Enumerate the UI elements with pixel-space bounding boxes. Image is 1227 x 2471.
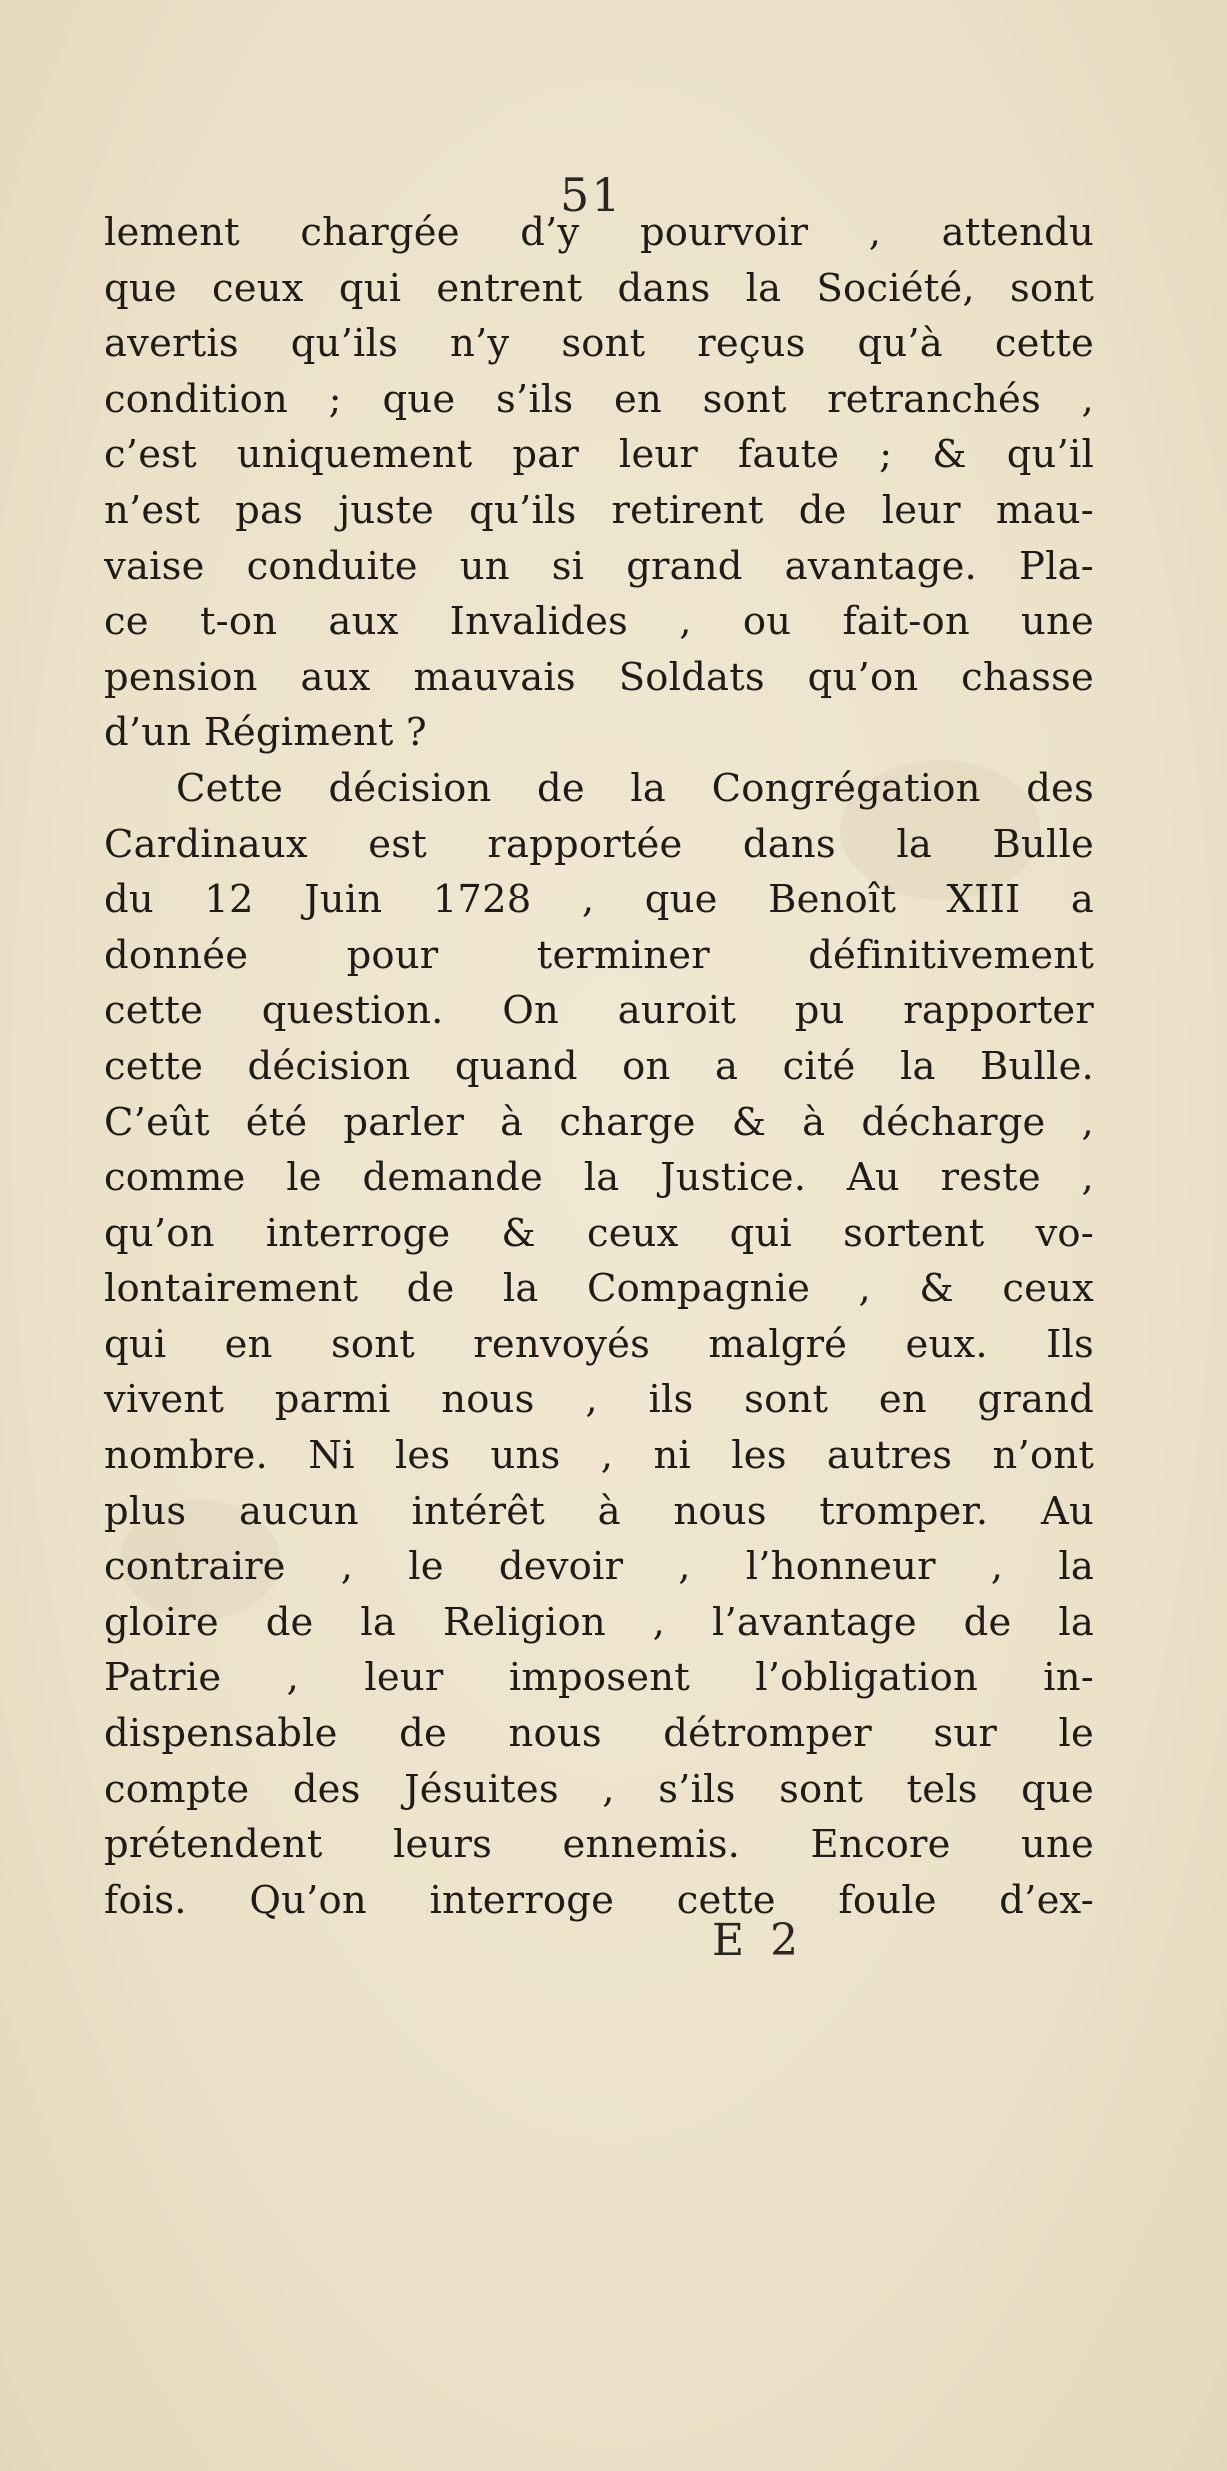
text-line: lement chargée d’y pourvoir , attendu	[104, 210, 1094, 255]
text-line: avertis qu’ils n’y sont reçus qu’à cette	[104, 321, 1094, 367]
text-line: compte des Jésuites , s’ils sont tels que	[104, 1766, 1094, 1812]
text-line: cette décision quand on a cité la Bulle.	[104, 1043, 1094, 1089]
text-line: gloire de la Religion , l’avantage de la	[104, 1599, 1094, 1645]
text-line: contraire , le devoir , l’honneur , la	[104, 1544, 1094, 1590]
body-text	[104, 205, 1094, 1928]
text-line: du 12 Juin 1728 , que Benoît XIII a	[104, 877, 1094, 923]
paragraph-start-line: Cette décision de la Congrégation des	[176, 765, 1094, 811]
text-line: nombre. Ni les uns , ni les autres n’ont	[104, 1433, 1094, 1479]
text-line: prétendent leurs ennemis. Encore une	[104, 1822, 1094, 1868]
text-line: condition ; que s’ils en sont retranchés ,	[104, 376, 1094, 422]
text-line: Patrie , leur imposent l’obligation in-	[104, 1655, 1094, 1701]
text-line: n’est pas juste qu’ils retirent de leur mau-	[104, 487, 1094, 533]
text-line: pension aux mauvais Soldats qu’on chasse	[104, 654, 1094, 700]
text-line: c’est uniquement par leur faute ; & qu’il	[104, 432, 1094, 478]
text-line: comme le demande la Justice. Au reste ,	[104, 1155, 1094, 1201]
text-line: cette question. On auroit pu rapporter	[104, 988, 1094, 1034]
text-line: fois. Qu’on interroge cette foule d’ex-	[104, 1877, 1094, 1923]
page-number: 51	[560, 168, 623, 222]
text-line: C’eût été parler à charge & à décharge ,	[104, 1099, 1094, 1145]
text-line: dispensable de nous détromper sur le	[104, 1711, 1094, 1757]
text-line: plus aucun intérêt à nous tromper. Au	[104, 1488, 1094, 1534]
text-line: Cardinaux est rapportée dans la Bulle	[104, 821, 1094, 867]
signature-mark: E 2	[712, 1915, 805, 1966]
text-line: vivent parmi nous , ils sont en grand	[104, 1377, 1094, 1423]
text-line: qu’on interroge & ceux qui sortent vo-	[104, 1210, 1094, 1256]
text-line: d’un Régiment ?	[104, 710, 427, 756]
text-line: qui en sont renvoyés malgré eux. Ils	[104, 1321, 1094, 1367]
text-line: lontairement de la Compagnie , & ceux	[104, 1266, 1094, 1312]
text-line: donnée pour terminer définitivement	[104, 932, 1094, 978]
text-line: que ceux qui entrent dans la Société, sont	[104, 265, 1094, 311]
text-line: vaise conduite un si grand avantage. Pla-	[104, 543, 1094, 589]
text-line: ce t-on aux Invalides , ou fait-on une	[104, 599, 1094, 645]
